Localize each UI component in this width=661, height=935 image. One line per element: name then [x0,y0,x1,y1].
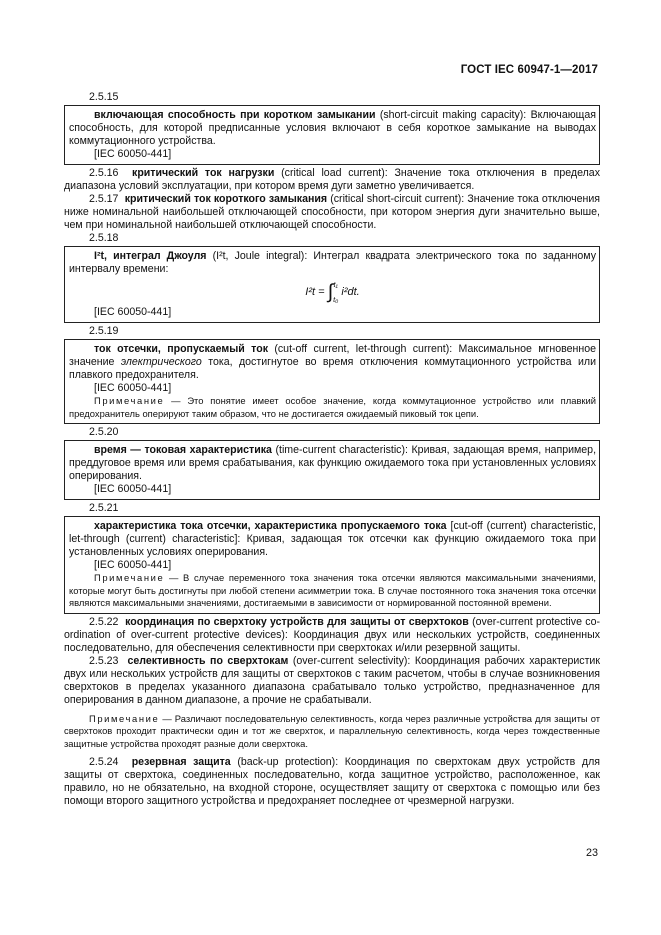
clause-number: 2.5.19 [89,325,119,337]
definition-text: время — токовая характеристика (time-current characteristic): Кривая, задающая время, например, преддуговое время или время срабатывания, как функцию ожидаемого тока при установленных условиях оперирования. [69,444,597,482]
reference: [IEC 60050-441] [94,559,172,571]
term: резервная защита [131,756,231,768]
clause-number: 2.5.21 [89,502,119,514]
page-number: 23 [585,847,598,859]
reference: [IEC 60050-441] [94,306,172,318]
note: Примечание — Это понятие имеет особое значение, когда коммутационное устройство или плавкий предохранитель оперируют таким образом, что не достигается ожидаемый пиковый ток цепи. [69,395,596,419]
clause-number: 2.5.15 [89,91,119,103]
term: время — токовая характеристика [94,444,272,456]
term: I²t, интеграл Джоуля [94,250,207,262]
term: координация по сверхтоку устройств для защиты от сверхтоков [125,615,469,628]
term: критический ток короткого замыкания [124,193,328,205]
note: Примечание — Различают последовательную селективность, когда через различные устройства для защиты от сверхтоков проходит практически один и тот же сверхток, и параллельную селективность, когда через тождественные защитные устройства проходят разные доли сверхтока. [64,712,600,749]
term: характеристика тока отсечки, характеристика пропускаемого тока [94,520,447,532]
term: включающая способность при коротком замыкании [94,109,376,121]
definition-box-2520 [64,440,600,500]
definition-text: ток отсечки, пропускаемый ток (cut-off current, let-through current): Максимальное мгновенное значение электрического тока, достигнутое во время отключения коммутационного устройства или плавкого предохранителя. [69,343,596,381]
definition-text: характеристика тока отсечки, характеристика пропускаемого тока [cut-off (current) characteristic, let-through (current) characteristic]: Кривая, задающая ток отсечки как функцию ожидаемого тока при установленных условиях оперирования. [69,520,596,558]
term: селективность по сверхтокам [127,654,289,667]
clause-number: 2.5.18 [89,232,119,244]
clause-2516: 2.5.16 критический ток нагрузки (critical load current): Значение тока отключения в пределах диапазона условий эксплуатации, при котором время дуги заметно увеличивается. [64,167,600,192]
note: Примечание — В случае переменного тока значения тока отсечки являются максимальными значениями, которые могут быть достигнуты при любой степени асимметрии тока. В случае постоянного тока значения тока отсечки являются максимальными значениями, достигаемыми в зависимости от нормированной постоянной времени. [69,572,596,608]
term: ток отсечки, пропускаемый ток [94,343,268,355]
document-body [64,91,600,808]
definition-box-2518 [64,246,600,323]
reference: [IEC 60050-441] [94,148,172,160]
definition-box-2521 [64,516,600,614]
reference: [IEC 60050-441] [94,382,172,394]
joule-integral-formula: I²t = ∫ t₁ t₀ i²dt. [305,280,360,304]
clause-2517: 2.5.17 критический ток короткого замыкания (critical short-circuit current): Значение тока отключения ниже номинальной наибольшей отключающей способности, при котором энергия дуги значительно выше, чем при номинальной наибольшей отключающей способности. [64,193,601,231]
definition-text: I²t, интеграл Джоуля (I²t, Joule integral): Интеграл квадрата электрического тока по заданному интервалу времени: [69,250,596,275]
standard-header: ГОСТ IEC 60947-1—2017 [460,64,598,76]
clause-2524: 2.5.24 резервная защита (back-up protection): Координация по сверхтокам двух устройств для защиты от сверхтока, соединенных последовательно, когда защитное устройство, расположенное, как правило, но не обязательно, на входной стороне, осуществляет защиту от сверхтока с помощью или без помощи второго защитного устройства и предохраняет последнее от чрезмерной нагрузки. [64,756,600,807]
reference: [IEC 60050-441] [94,483,172,495]
clause-number: 2.5.20 [89,426,119,438]
definition-text: включающая способность при коротком замыкании (short-circuit making capacity): Включающая способность, для которой предписанные условия включают в себя короткое замыкание на выводах коммутационного устройства. [69,109,596,147]
clause-2522: 2.5.22 координация по сверхтоку устройств для защиты от сверхтоков (over-current protective co-ordination of over-current protective devices): Координация двух или нескольких устройств, соединенных последовательно, для обеспечения селективности при сверхтоках и/или резервной защиты. [64,615,600,654]
definition-box-2515 [64,105,600,165]
term: критический ток нагрузки [132,167,275,179]
definition-box-2519 [64,339,600,424]
clause-2523: 2.5.23 селективность по сверхтокам (over-current selectivity): Координация рабочих характеристик двух или нескольких устройств для защиты от сверхтоков с таким расчетом, чтобы в случае возникновения сверхтоков в пределах указанного диапазона срабатывало только устройство, предназначенное для оперирования в данном диапазоне, а прочие не срабатывали. [64,654,600,706]
